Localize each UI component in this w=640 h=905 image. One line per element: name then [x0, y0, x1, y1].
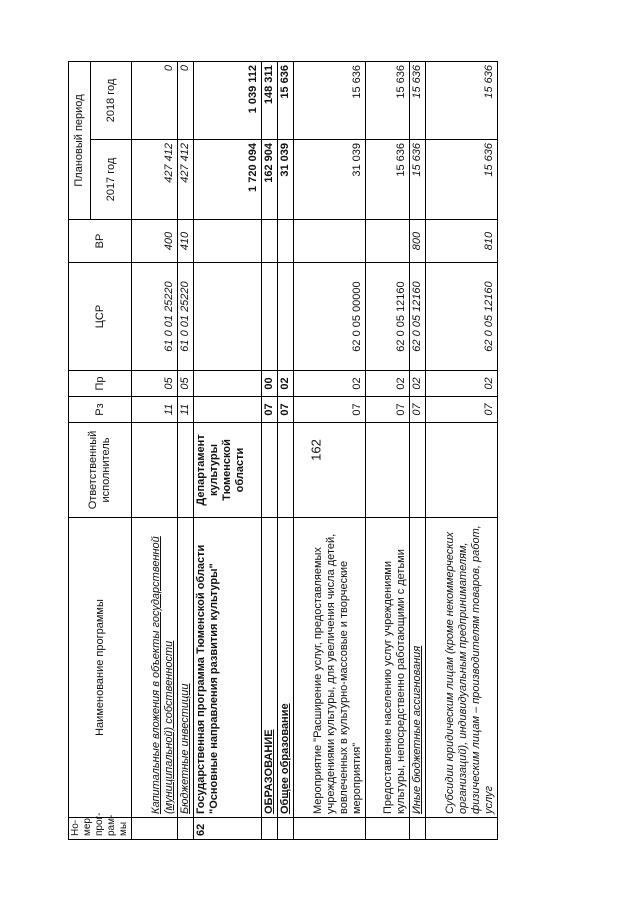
row-pr: 02	[410, 371, 426, 397]
row-number	[294, 818, 366, 840]
row-name: Иные бюджетные ассигнования	[410, 518, 426, 818]
row-rz: 07	[410, 397, 426, 423]
row-csr	[262, 263, 278, 371]
row-2017: 427 412	[132, 140, 178, 220]
row-pr: 02	[426, 371, 498, 397]
row-2017: 31 039	[278, 140, 294, 220]
row-vr	[366, 220, 410, 263]
row-rz: 07	[426, 397, 498, 423]
row-2017: 15 636	[410, 140, 426, 220]
row-number	[278, 818, 294, 840]
table-row	[132, 62, 178, 840]
row-rz: 11	[178, 397, 194, 423]
row-executor	[178, 423, 194, 518]
rotated-table-container	[68, 62, 495, 840]
row-name: Предоставление населению услуг учреждениями культуры, непосредственно работающими с детьми	[366, 518, 410, 818]
header-rz: Рз	[69, 397, 132, 423]
header-csr: ЦСР	[69, 263, 132, 371]
row-vr: 800	[410, 220, 426, 263]
row-2018: 15 636	[410, 62, 426, 140]
row-rz	[194, 397, 262, 423]
row-vr: 410	[178, 220, 194, 263]
row-2017: 162 904	[262, 140, 278, 220]
row-rz: 07	[278, 397, 294, 423]
row-name: Мероприятие "Расширение услуг, предоставляемых учреждениями культуры, для увеличения числа детей, вовлеченных в культурно-массовые и творческие мероприятия"	[294, 518, 366, 818]
header-pr: Пр	[69, 371, 132, 397]
row-executor	[278, 423, 294, 518]
row-name: Бюджетные инвестиции	[178, 518, 194, 818]
row-2018: 0	[178, 62, 194, 140]
row-pr: 05	[178, 371, 194, 397]
row-name: ОБРАЗОВАНИЕ	[262, 518, 278, 818]
row-vr: 400	[132, 220, 178, 263]
row-number	[426, 818, 498, 840]
header-2018: 2018 год	[91, 62, 132, 140]
row-2018: 0	[132, 62, 178, 140]
row-csr: 62 0 05 12160	[426, 263, 498, 371]
row-rz: 07	[366, 397, 410, 423]
row-number	[410, 818, 426, 840]
header-number: Но-мер прог-рам-мы	[69, 818, 132, 840]
row-executor	[262, 423, 278, 518]
row-csr: 61 0 01 25220	[178, 263, 194, 371]
row-2018: 15 636	[294, 62, 366, 140]
row-executor	[366, 423, 410, 518]
row-rz: 07	[294, 397, 366, 423]
row-csr	[194, 263, 262, 371]
row-pr: 02	[294, 371, 366, 397]
table-row	[278, 62, 294, 840]
row-2017: 15 636	[366, 140, 410, 220]
row-number	[132, 818, 178, 840]
row-rz: 07	[262, 397, 278, 423]
table-row	[366, 62, 410, 840]
row-2018: 1 039 112	[194, 62, 262, 140]
table-row	[426, 62, 498, 840]
row-rz: 11	[132, 397, 178, 423]
header-planned-period: Плановый период	[69, 62, 91, 220]
row-2017: 31 039	[294, 140, 366, 220]
row-name: Субсидии юридическим лицам (кроме некоммерческих организаций), индивидуальным предпринимателям, физическим лицам – производителям товаров, работ, услуг	[426, 518, 498, 818]
row-vr	[278, 220, 294, 263]
header-name: Наименование программы	[69, 518, 132, 818]
row-vr	[262, 220, 278, 263]
table-row	[294, 62, 366, 840]
row-pr: 02	[366, 371, 410, 397]
table-row	[262, 62, 278, 840]
table-row	[194, 62, 262, 840]
row-name: Капитальные вложения в объекты государственной (муниципальной) собственности	[132, 518, 178, 818]
row-executor	[132, 423, 178, 518]
row-pr: 00	[262, 371, 278, 397]
table-row	[410, 62, 426, 840]
page-number: 162	[308, 439, 324, 461]
row-2018: 148 311	[262, 62, 278, 140]
row-vr	[294, 220, 366, 263]
header-2017: 2017 год	[91, 140, 132, 220]
header-vr: ВР	[69, 220, 132, 263]
row-2018: 15 636	[366, 62, 410, 140]
table-row	[178, 62, 194, 840]
row-2018: 15 636	[426, 62, 498, 140]
row-executor	[410, 423, 426, 518]
row-csr: 62 0 05 12160	[366, 263, 410, 371]
row-number	[262, 818, 278, 840]
row-number: 62	[194, 818, 262, 840]
row-number	[366, 818, 410, 840]
budget-table	[68, 61, 498, 840]
row-pr: 02	[278, 371, 294, 397]
row-executor	[294, 423, 366, 518]
row-2017: 15 636	[426, 140, 498, 220]
row-number	[178, 818, 194, 840]
row-executor	[426, 423, 498, 518]
row-executor: Департамент культуры Тюменской области	[194, 423, 262, 518]
row-csr: 62 0 05 00000	[294, 263, 366, 371]
row-pr: 05	[132, 371, 178, 397]
row-2018: 15 636	[278, 62, 294, 140]
row-csr	[278, 263, 294, 371]
row-csr: 61 0 01 25220	[132, 263, 178, 371]
row-csr: 62 0 05 12160	[410, 263, 426, 371]
row-vr	[194, 220, 262, 263]
row-2017: 427 412	[178, 140, 194, 220]
row-pr	[194, 371, 262, 397]
table-frame	[68, 62, 495, 840]
header-executor: Ответственный исполнитель	[69, 423, 132, 518]
row-2017: 1 720 094	[194, 140, 262, 220]
row-name: Государственная программа Тюменской области "Основные направления развития культуры"	[194, 518, 262, 818]
row-name: Общее образование	[278, 518, 294, 818]
row-vr: 810	[426, 220, 498, 263]
